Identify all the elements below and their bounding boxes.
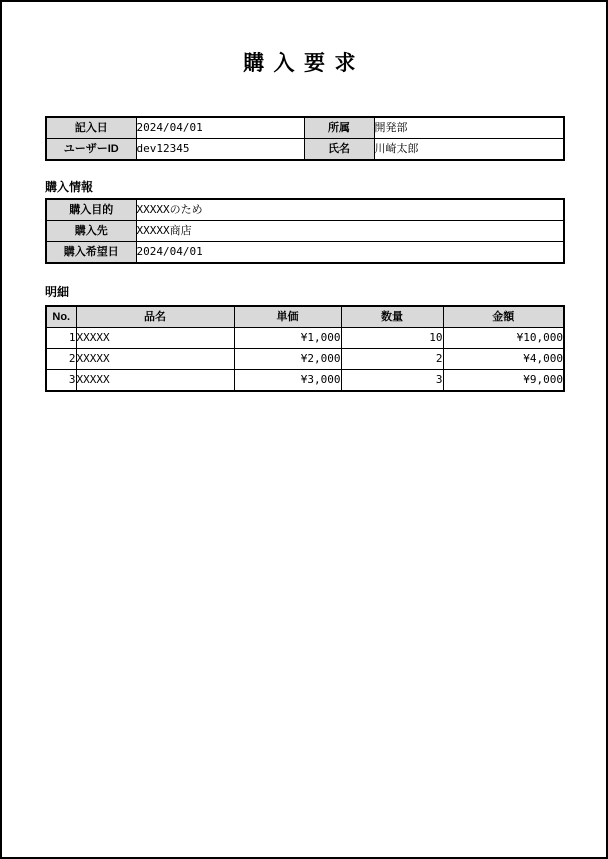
purchase-desired-date-value: 2024/04/01 (136, 242, 564, 264)
cell-unit-price: ¥3,000 (234, 370, 341, 392)
entry-info-table (45, 116, 565, 161)
name-value: 川崎太郎 (374, 139, 564, 161)
detail-col-no: No. (46, 306, 76, 328)
cell-no: 1 (46, 328, 76, 349)
detail-col-amount: 金額 (443, 306, 564, 328)
detail-col-unit-price: 単価 (234, 306, 341, 328)
cell-amount: ¥4,000 (443, 349, 564, 370)
entry-row (46, 117, 564, 139)
cell-item-name: XXXXX (76, 370, 234, 392)
purchase-info-row (46, 242, 564, 264)
detail-row (46, 328, 564, 349)
cell-no: 2 (46, 349, 76, 370)
entry-date-label: 記入日 (46, 117, 136, 139)
entry-date-value: 2024/04/01 (136, 117, 304, 139)
purchase-vendor-value: XXXXX商店 (136, 221, 564, 242)
purchase-purpose-value: XXXXXのため (136, 199, 564, 221)
cell-unit-price: ¥2,000 (234, 349, 341, 370)
detail-row (46, 349, 564, 370)
document-title: 購入要求 (243, 52, 365, 75)
purchase-info-heading: 購入情報 (45, 180, 94, 194)
cell-unit-price: ¥1,000 (234, 328, 341, 349)
cell-item-name: XXXXX (76, 328, 234, 349)
user-id-label: ユーザーID (46, 139, 136, 161)
cell-amount: ¥9,000 (443, 370, 564, 392)
purchase-info-row (46, 221, 564, 242)
entry-row (46, 139, 564, 161)
detail-row (46, 370, 564, 392)
department-label: 所属 (304, 117, 374, 139)
cell-no: 3 (46, 370, 76, 392)
purchase-desired-date-label: 購入希望日 (46, 242, 136, 264)
user-id-value: dev12345 (136, 139, 304, 161)
cell-item-name: XXXXX (76, 349, 234, 370)
detail-table (45, 305, 565, 392)
detail-header-row (46, 306, 564, 328)
detail-heading: 明細 (45, 285, 70, 299)
detail-col-item: 品名 (76, 306, 234, 328)
name-label: 氏名 (304, 139, 374, 161)
cell-quantity: 2 (341, 349, 443, 370)
detail-col-quantity: 数量 (341, 306, 443, 328)
department-value: 開発部 (374, 117, 564, 139)
cell-amount: ¥10,000 (443, 328, 564, 349)
cell-quantity: 10 (341, 328, 443, 349)
purchase-info-table (45, 198, 565, 264)
cell-quantity: 3 (341, 370, 443, 392)
purchase-vendor-label: 購入先 (46, 221, 136, 242)
purchase-purpose-label: 購入目的 (46, 199, 136, 221)
purchase-info-row (46, 199, 564, 221)
